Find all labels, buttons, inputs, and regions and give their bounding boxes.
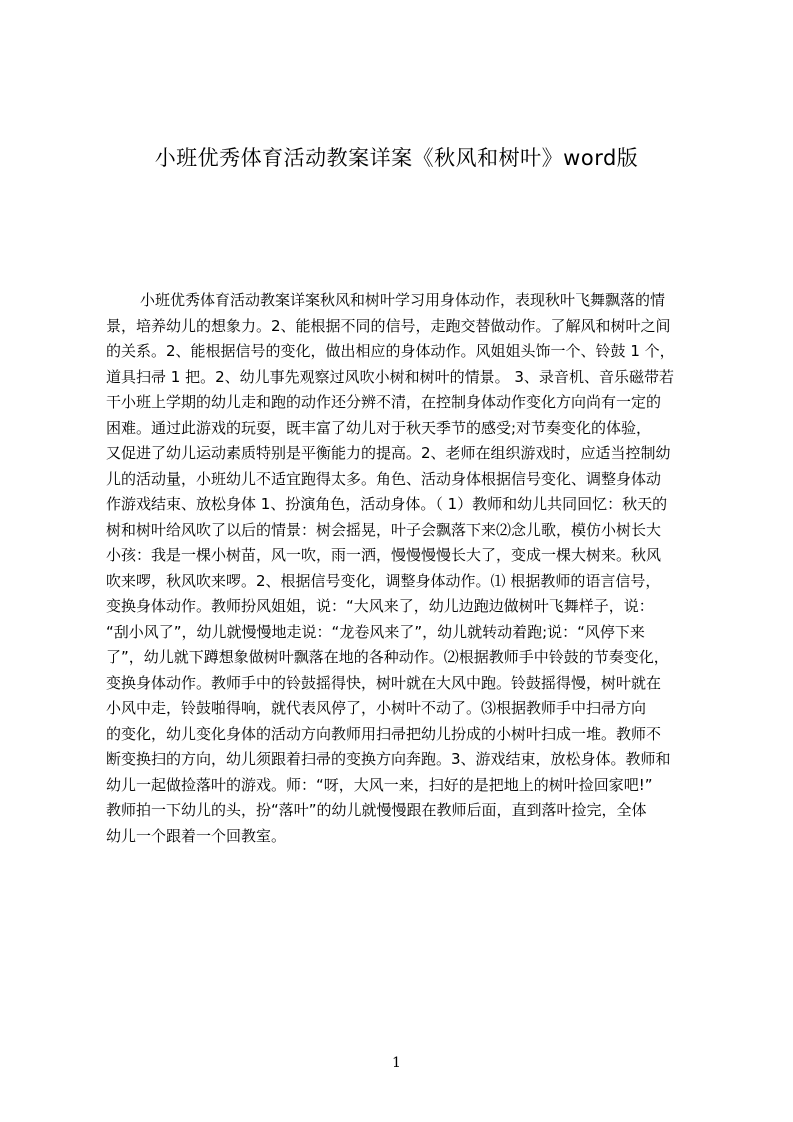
document-title: 小班优秀体育活动教案详案《秋风和树叶》word版: [154, 146, 639, 170]
body-line: 了”，幼儿就下蹲想象做树叶飘落在地的各种动作。⑵根据教师手中铃鼓的节奏变化，: [106, 648, 669, 666]
body-line: 景，培养幼儿的想象力。2、能根据不同的信号，走跑交替做动作。了解风和树叶之间: [106, 316, 671, 335]
body-line: 树和树叶给风吹了以后的情景：树会摇晃，叶子会飘落下来⑵念儿歌，模仿小树长大: [106, 520, 662, 539]
body-line: 小风中走，铃鼓啪得响，就代表风停了，小树叶不动了。⑶根据教师手中扫帚方向: [106, 699, 647, 717]
body-line: 儿的活动量，小班幼儿不适宜跑得太多。角色、活动身体根据信号变化、调整身体动: [106, 469, 662, 488]
body-line: 变换身体动作。教师手中的铃鼓摇得快，树叶就在大风中跑。铃鼓摇得慢，树叶就在: [106, 673, 662, 692]
page-number: 1: [392, 1055, 401, 1071]
body-line: 吹来啰，秋风吹来啰。2、根据信号变化，调整身体动作。⑴ 根据教师的语言信号，: [106, 571, 661, 590]
body-line: 幼儿一个跟着一个回教室。: [106, 826, 287, 845]
body-line: 的变化，幼儿变化身体的活动方向教师用扫帚把幼儿扮成的小树叶扫成一堆。教师不: [106, 724, 662, 743]
body-line: 的关系。2、能根据信号的变化，做出相应的身体动作。风姐姐头饰一个、铃鼓 1 个，: [106, 342, 675, 360]
body-line: 教师拍一下幼儿的头，扮“落叶”的幼儿就慢慢跟在教师后面，直到落叶捡完，全体: [106, 801, 647, 819]
document-body: [106, 288, 696, 849]
body-line: 道具扫帚 1 把。2、幼儿事先观察过风吹小树和树叶的情景。 3、录音机、音乐磁带若: [106, 367, 674, 386]
body-line: 作游戏结束、放松身体 1、扮演角色，活动身体。（ 1）教师和幼儿共同回忆：秋天的: [106, 495, 668, 513]
body-line: 小班优秀体育活动教案详案秋风和树叶学习用身体动作，表现秋叶飞舞飘落的情: [140, 291, 666, 309]
body-line: “刮小风了”，幼儿就慢慢地走说：“龙卷风来了”，幼儿就转动着跑;说：“风停下来: [106, 622, 645, 641]
body-line: 又促进了幼儿运动素质特别是平衡能力的提高。2、老师在组织游戏时，应适当控制幼: [106, 444, 671, 462]
body-line: 干小班上学期的幼儿走和跑的动作还分辨不清，在控制身体动作变化方向尚有一定的: [106, 393, 662, 411]
body-line: 断变换扫的方向，幼儿须跟着扫帚的变换方向奔跑。3、游戏结束，放松身体。教师和: [106, 750, 671, 768]
body-line: 困难。通过此游戏的玩耍，既丰富了幼儿对于秋天季节的感受;对节奏变化的体验，: [106, 418, 652, 437]
body-line: 幼儿一起做捡落叶的游戏。师：“呀，大风一来，扫好的是把地上的树叶捡回家吧!”: [106, 775, 653, 794]
body-line: 小孩：我是一棵小树苗，风一吹，雨一洒，慢慢慢慢长大了，变成一棵大树来。秋风: [106, 546, 662, 564]
body-line: 变换身体动作。教师扮风姐姐，说：“大风来了，幼儿边跑边做树叶飞舞样子，说：: [106, 597, 654, 615]
